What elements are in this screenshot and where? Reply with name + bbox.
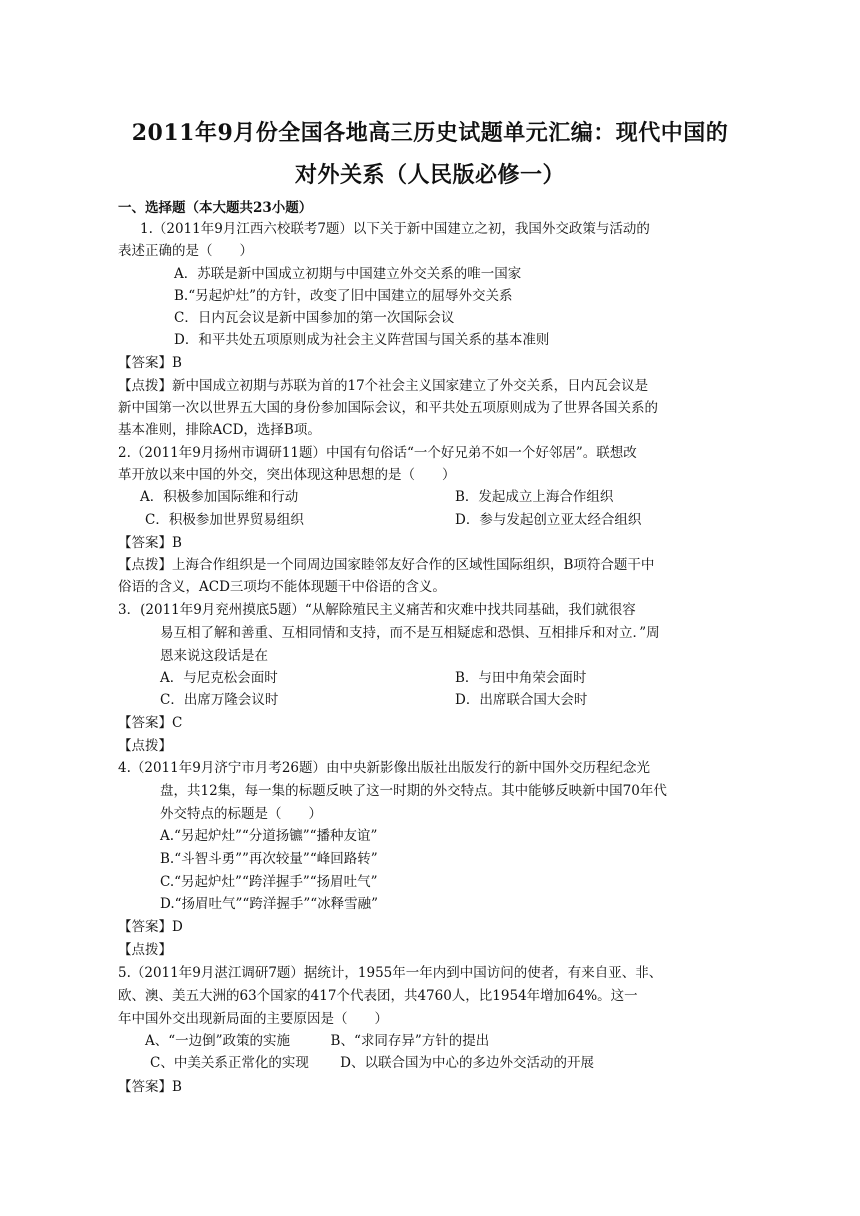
q4-option-a: A.“另起炉灶”“分道扬镳”“播种友谊” xyxy=(160,828,378,844)
q3-stem-line-3: 恩来说这段话是在 xyxy=(160,648,268,664)
q1-answer: 【答案】B xyxy=(118,355,182,371)
q3-stem-line-2: 易互相了解和善重、互相同情和支持，而不是互相疑虑和恐惧、互相排斥和对立．”周 xyxy=(160,625,660,641)
document-title-line-1: 2011年9月份全国各地高三历史试题单元汇编：现代中国的 xyxy=(131,120,729,146)
q1-option-b: B.“另起炉灶”的方针，改变了旧中国建立的屈辱外交关系 xyxy=(174,288,513,304)
q5-answer: 【答案】B xyxy=(118,1079,182,1095)
q3-explanation: 【点拨】 xyxy=(118,738,172,754)
q4-stem-line-2: 盘，共12集，每一集的标题反映了这一时期的外交特点。其中能够反映新中国70年代 xyxy=(160,783,667,799)
q1-stem-line-1: 1.（2011年9月江西六校联考7题）以下关于新中国建立之初，我国外交政策与活动的 xyxy=(140,221,650,237)
q3-answer: 【答案】C xyxy=(118,715,183,731)
q3-option-c: C．出席万隆会议时 xyxy=(160,692,279,708)
q2-stem-line-1: 2.（2011年9月扬州市调研11题）中国有句俗话“一个好兄弟不如一个好邻居”。联想改 xyxy=(118,445,637,461)
q4-answer: 【答案】D xyxy=(118,919,183,935)
q2-option-a: A．积极参加国际维和行动 xyxy=(140,489,299,505)
q1-option-d: D．和平共处五项原则成为社会主义阵营国与国关系的基本准则 xyxy=(174,332,550,348)
q3-option-d: D．出席联合国大会时 xyxy=(455,692,588,708)
q4-option-c: C.“另起炉灶”“跨洋握手”“扬眉吐气” xyxy=(160,874,378,890)
q5-stem-line-3: 年中国外交出现新局面的主要原因是（ ） xyxy=(118,1011,388,1027)
q1-stem-line-2: 表述正确的是（ ） xyxy=(118,243,253,259)
section-heading: 一、选择题（本大题共23小题） xyxy=(118,200,313,216)
q3-option-b: B．与田中角荣会面时 xyxy=(455,670,587,686)
q3-option-a: A．与尼克松会面时 xyxy=(160,670,278,686)
q5-stem-line-2: 欧、澳、美五大洲的63个国家的417个代表团，共4760人，比1954年增加64%。这一 xyxy=(118,988,638,1004)
q4-option-b: B.“斗智斗勇””再次较量”“峰回路转” xyxy=(160,851,378,867)
q4-stem-line-1: 4.（2011年9月济宁市月考26题）由中央新影像出版社出版发行的新中国外交历程纪念光 xyxy=(118,760,651,776)
q3-stem-line-1: 3．(2011年9月兖州摸底5题）“从解除殖民主义痛苦和灾难中找共同基础，我们就很容 xyxy=(118,602,636,618)
q5-options-cd: C、中美关系正常化的实现 D、以联合国为中心的多边外交活动的开展 xyxy=(150,1055,594,1071)
q5-stem-line-1: 5.（2011年9月湛江调研7题）据统计，1955年一年内到中国访问的使者，有来自亚、非、 xyxy=(118,965,663,981)
q2-explanation-line-2: 俗语的含义，ACD三项均不能体现题干中俗语的含义。 xyxy=(118,579,446,595)
q1-option-a: A．苏联是新中国成立初期与中国建立外交关系的唯一国家 xyxy=(174,266,522,282)
q2-option-c: C．积极参加世界贸易组织 xyxy=(145,512,304,528)
q1-explanation-line-1: 【点拨】新中国成立初期与苏联为首的17个社会主义国家建立了外交关系，日内瓦会议是 xyxy=(118,378,649,394)
q1-explanation-line-3: 基本准则，排除ACD，选择B项。 xyxy=(118,422,321,438)
document-title-line-2: 对外关系（人民版必修一） xyxy=(294,162,565,188)
q1-explanation-line-2: 新中国第一次以世界五大国的身份参加国际会议，和平共处五项原则成为了世界各国关系的 xyxy=(118,400,658,416)
q4-option-d: D.“扬眉吐气”“跨洋握手”“冰释雪融” xyxy=(160,896,379,912)
q2-answer: 【答案】B xyxy=(118,535,182,551)
q2-option-b: B．发起成立上海合作组织 xyxy=(455,489,614,505)
q5-options-ab: A、“一边倒”政策的实施 B、“求同存异”方针的提出 xyxy=(145,1033,490,1049)
q1-option-c: C．日内瓦会议是新中国参加的第一次国际会议 xyxy=(174,310,455,326)
q4-stem-line-3: 外交特点的标题是（ ） xyxy=(160,806,322,822)
q2-stem-line-2: 革开放以来中国的外交，突出体现这种思想的是（ ） xyxy=(118,467,456,483)
q2-explanation-line-1: 【点拨】上海合作组织是一个同周边国家睦邻友好合作的区域性国际组织，B项符合题干中 xyxy=(118,557,655,573)
q2-option-d: D．参与发起创立亚太经合组织 xyxy=(455,512,642,528)
q4-explanation: 【点拨】 xyxy=(118,942,172,958)
